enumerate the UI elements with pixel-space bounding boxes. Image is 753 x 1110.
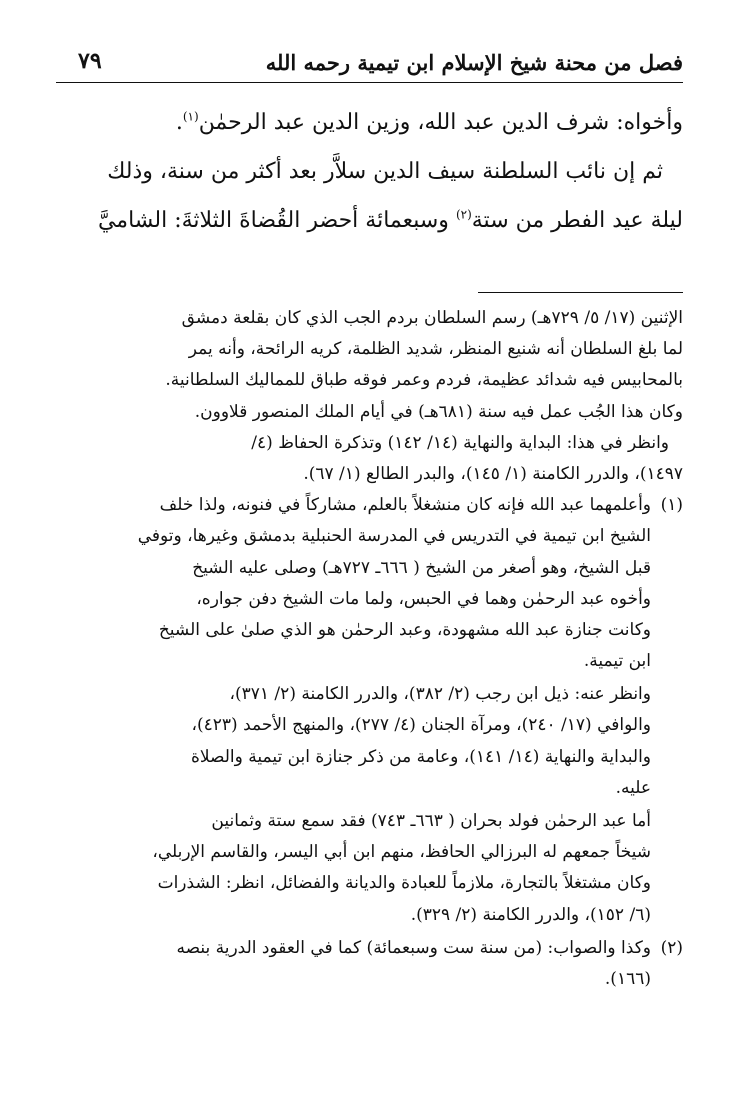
footnote-line: وكان مشتغلاً بالتجارة، ملازماً للعبادة والديانة والفضائل، انظر: الشذرات — [157, 873, 651, 894]
footnote-line: عليه. — [615, 777, 651, 798]
footnote-line: وانظر في هذا: البداية والنهاية (١٤/ ١٤٢) وتذكرة الحفاظ (٤/ — [251, 432, 669, 453]
footnote-text: وكذا والصواب: (من سنة ست وسبعمائة) كما في العقود الدرية بنصه — [176, 937, 651, 958]
running-title: فصل من محنة شيخ الإسلام ابن تيمية رحمه الله — [265, 50, 683, 75]
main-line — [56, 196, 683, 245]
footnote-text: وأعلمهما عبد الله فإنه كان منشغلاً بالعلم، مشاركاً في فنونه، ولذا خلف — [159, 495, 651, 516]
footnote-line: ١٤٩٧)، والدرر الكامنة (١/ ١٤٥)، والبدر الطالع (١/ ٦٧). — [303, 463, 683, 484]
footnote-line: الشيخ ابن تيمية في التدريس في المدرسة الحنبلية بدمشق وغيرها، وتوفي — [137, 526, 651, 547]
running-header — [56, 42, 683, 82]
footnote-separator — [478, 292, 683, 293]
footnote-line: الإثنين (١٧/ ٥/ ٧٢٩هـ) رسم السلطان بردم الجب الذي كان بقلعة دمشق — [181, 308, 683, 328]
footnote-line: والوافي (١٧/ ٢٤٠)، ومرآة الجنان (٤/ ٢٧٧)، والمنهج الأحمد (٤٢٣)، — [191, 715, 651, 736]
main-line-text: وسبعمائة أحضر القُضاةَ الثلاثةَ: الشاميَّ — [97, 208, 456, 233]
footnote-line: والبداية والنهاية (١٤/ ١٤١)، وعامة من ذكر جنازة ابن تيمية والصلاة — [190, 746, 651, 767]
footnote-ref[interactable]: (٢) — [455, 207, 472, 222]
main-text — [56, 98, 683, 245]
footnote-line: شيخاً جمعهم له البرزالي الحافظ، منهم ابن أبي اليسر، والقاسم الإربلي، — [152, 842, 651, 863]
footnote-marker: (١) — [660, 495, 683, 516]
main-line-end: . — [175, 110, 183, 135]
footnote-line: (٦/ ١٥٢)، والدرر الكامنة (٢/ ٣٢٩). — [410, 904, 651, 925]
footnote-line: وكان هذا الجُب عمل فيه سنة (٦٨١هـ) في أيام الملك المنصور قلاوون. — [194, 401, 683, 422]
footnotes — [56, 303, 683, 995]
footnote-line: (١٦٦). — [604, 968, 651, 989]
header-rule — [56, 82, 683, 83]
footnote-line: لما بلغ السلطان أنه شنيع المنظر، شديد الظلمة، كريه الرائحة، وأنه يمر — [188, 339, 683, 360]
main-line — [56, 98, 683, 147]
main-line: ثم إن نائب السلطنة سيف الدين سلاَّر بعد أكثر من سنة، وذلك — [107, 159, 663, 184]
footnote-line: قبل الشيخ، وهو أصغر من الشيخ ( ٦٦٦ـ ٧٢٧هـ) وصلى عليه الشيخ — [192, 557, 651, 578]
footnote-line: وانظر عنه: ذيل ابن رجب (٢/ ٣٨٢)، والدرر الكامنة (٢/ ٣٧١)، — [229, 684, 651, 705]
footnote-line: أما عبد الرحمٰن فولد بحران ( ٦٦٣ـ ٧٤٣) فقد سمع ستة وثمانين — [211, 811, 651, 831]
footnote-line: وكانت جنازة عبد الله مشهودة، وعبد الرحمٰن هو الذي صلىٰ على الشيخ — [158, 619, 651, 640]
footnote-line: بالمحابيس فيه شدائد عظيمة، فردم وعمر فوقه طباق للمماليك السلطانية. — [165, 370, 683, 391]
main-line-text: وأخواه: شرف الدين عبد الله، وزين الدين عبد الرحمٰن — [198, 110, 683, 135]
footnote-line — [56, 490, 683, 521]
page-number: ٧٩ — [78, 48, 102, 74]
footnote-line: وأخوه عبد الرحمٰن وهما في الحبس، ولما مات الشيخ دفن جواره، — [196, 588, 651, 609]
main-line-text: ليلة عيد الفطر من ستة — [471, 208, 683, 233]
footnote-ref[interactable]: (١) — [182, 109, 199, 124]
footnote-marker: (٢) — [660, 937, 683, 958]
footnote-line — [56, 933, 683, 964]
footnote-line: ابن تيمية. — [583, 651, 651, 672]
